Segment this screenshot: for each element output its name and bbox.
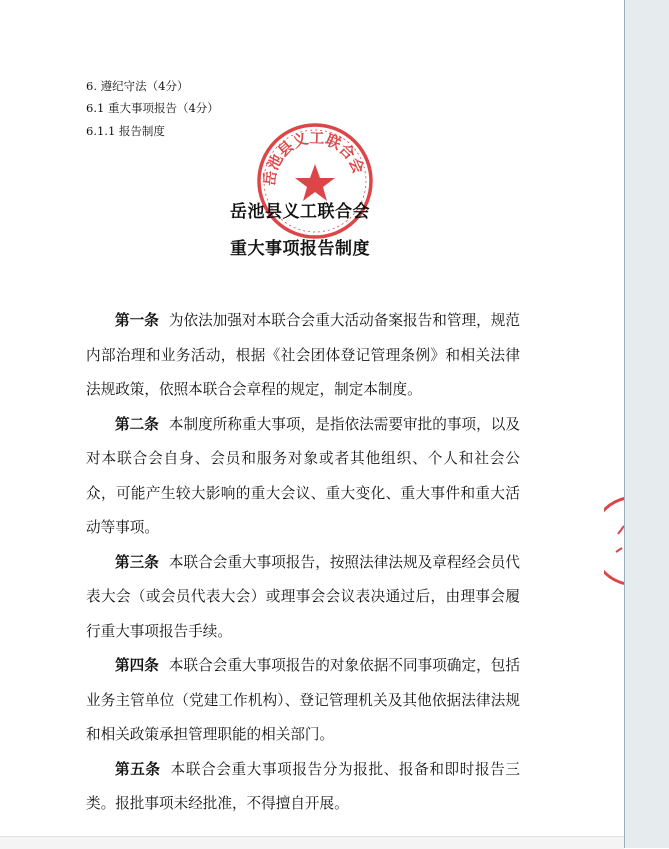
heading-section-6: 6. 遵纪守法（4分） [86, 79, 189, 93]
article-1 [86, 304, 520, 408]
article-3 [86, 546, 520, 650]
article-text: 本联合会重大事项报告分为报批、报备和即时报告三类。报批事项未经批准，不得擅自开展。 [86, 760, 520, 812]
article-label: 第五条 [115, 760, 161, 778]
seal-text: 岳池县义工联合会 [260, 128, 368, 187]
official-seal-icon [254, 120, 376, 242]
article-5 [86, 753, 520, 822]
article-text: 为依法加强对本联合会重大活动备案报告和管理，规范内部治理和业务活动，根据《社会团体登记管理条例》和相关法律法规政策，依照本联合会章程的规定，制定本制度。 [86, 312, 520, 398]
document-title-org: 岳池县义工联合会 [230, 202, 370, 222]
document-body [86, 304, 520, 822]
article-text: 本制度所称重大事项，是指依法需要审批的事项，以及对本联合会自身、会员和服务对象或者其他组织、个人和社会公众，可能产生较大影响的重大会议、重大变化、重大事件和重大活动等事项。 [86, 415, 520, 536]
article-label: 第二条 [115, 415, 159, 433]
article-label: 第三条 [115, 553, 159, 571]
article-4 [86, 649, 520, 753]
article-text: 本联合会重大事项报告，按照法律法规及章程经会员代表大会（或会员代表大会）或理事会会议表决通过后，由理事会履行重大事项报告手续。 [86, 553, 520, 640]
heading-section-6-1-1: 6.1.1 报告制度 [86, 124, 165, 138]
article-label: 第四条 [115, 657, 159, 674]
heading-section-6-1: 6.1 重大事项报告（4分） [86, 101, 219, 115]
page-bottom-edge [0, 836, 624, 849]
article-2 [86, 408, 520, 546]
viewer-side-panel [625, 0, 669, 848]
article-label: 第一条 [115, 312, 159, 329]
document-title: 重大事项报告制度 [230, 239, 370, 259]
article-text: 本联合会重大事项报告的对象依据不同事项确定，包括业务主管单位（党建工作机构）、登记管理机关及其他依据法律法规和相关政策承担管理职能的相关部门。 [86, 657, 520, 743]
